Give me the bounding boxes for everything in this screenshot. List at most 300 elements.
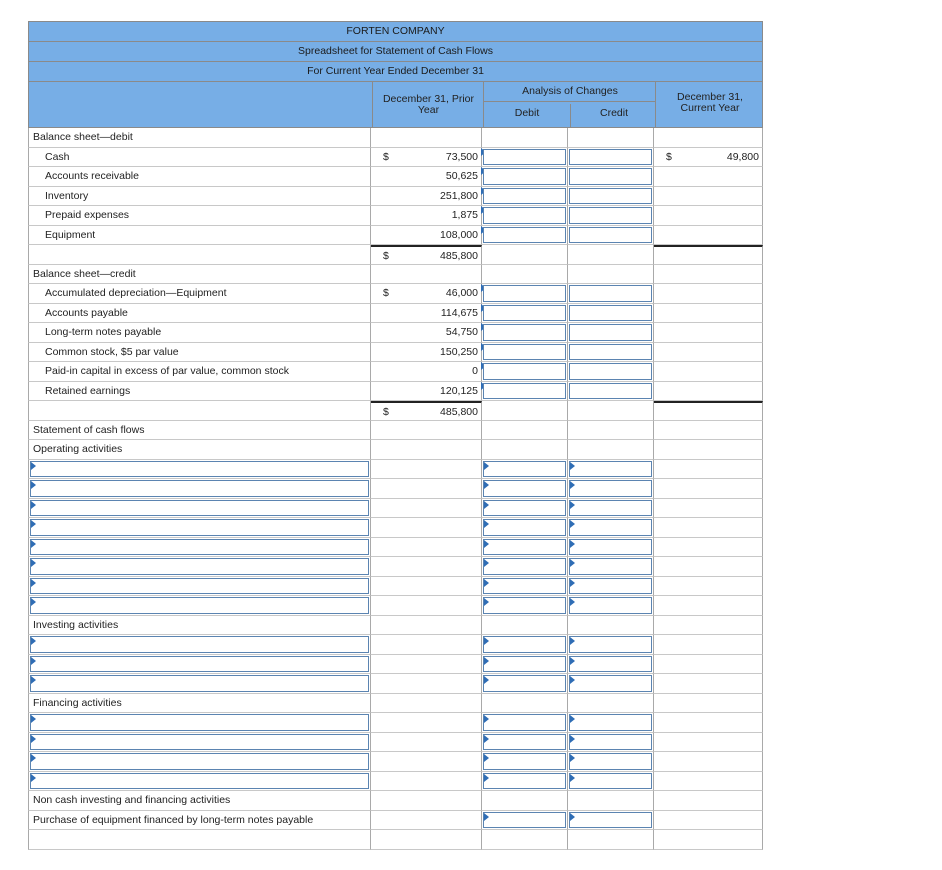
section-label-credit: Balance sheet—credit <box>33 267 136 280</box>
debit-input[interactable] <box>483 558 566 575</box>
entry-marker-icon <box>570 637 575 645</box>
debit-input[interactable] <box>483 578 566 595</box>
credit-input[interactable] <box>569 734 652 751</box>
prior-year-value: 485,800 <box>440 250 478 262</box>
prior-year-cell <box>371 811 482 831</box>
prior-year-value: 46,000 <box>445 287 478 299</box>
dropdown-marker-icon <box>31 540 36 548</box>
financing-activities-label: Financing activities <box>33 696 122 709</box>
debit-input[interactable] <box>483 207 566 224</box>
entry-marker-icon <box>570 598 575 606</box>
entry-marker-icon <box>484 520 489 528</box>
prior-year-cell <box>371 245 482 265</box>
table-row <box>28 440 763 460</box>
row-label-cell <box>28 226 371 246</box>
account-select[interactable] <box>30 656 369 673</box>
debit-input[interactable] <box>483 675 566 692</box>
operating-entry-row <box>28 577 763 597</box>
row-label-cell <box>28 245 371 265</box>
current-year-cell <box>654 830 763 850</box>
credit-input[interactable] <box>569 207 652 224</box>
debit-header: Debit <box>514 107 540 119</box>
prior-year-cell <box>371 148 482 168</box>
table-row <box>28 128 763 148</box>
entry-marker-icon <box>484 774 489 782</box>
debit-cell <box>482 245 568 265</box>
prior-year-cell <box>371 596 482 616</box>
prior-year-cell <box>371 791 482 811</box>
current-year-cell <box>654 499 763 519</box>
account-name: Cash <box>45 150 70 163</box>
prior-year-value: 50,625 <box>445 170 478 182</box>
current-year-header <box>655 82 764 127</box>
prior-year-cell <box>371 382 482 402</box>
debit-input-cell <box>482 226 568 246</box>
current-year-value: 49,800 <box>726 150 759 163</box>
account-select[interactable] <box>30 636 369 653</box>
debit-input[interactable] <box>483 188 566 205</box>
credit-input-cell <box>568 343 654 363</box>
currency-symbol: $ <box>666 150 672 163</box>
current-year-cell <box>654 518 763 538</box>
prior-year-cell <box>371 752 482 772</box>
row-label-cell <box>28 674 371 694</box>
account-select[interactable] <box>30 519 369 536</box>
account-select[interactable] <box>30 597 369 614</box>
credit-input-cell <box>568 674 654 694</box>
debit-input-cell <box>482 148 568 168</box>
credit-input[interactable] <box>569 558 652 575</box>
currency-symbol: $ <box>383 250 389 262</box>
credit-input[interactable] <box>569 149 652 166</box>
credit-cell <box>568 616 654 636</box>
account-name: Equipment <box>45 228 96 241</box>
operating-entry-row <box>28 499 763 519</box>
credit-input-cell <box>568 577 654 597</box>
prior-year-cell <box>371 557 482 577</box>
operating-entry-row <box>28 557 763 577</box>
debit-input-cell <box>482 460 568 480</box>
credit-input-cell <box>568 518 654 538</box>
account-select[interactable] <box>30 734 369 751</box>
account-select[interactable] <box>30 480 369 497</box>
current-year-cell <box>654 167 763 187</box>
current-year-cell <box>654 128 763 148</box>
prior-year-cell <box>371 284 482 304</box>
row-label-cell <box>28 284 371 304</box>
current-year-cell <box>654 284 763 304</box>
row-label-cell <box>28 479 371 499</box>
entry-marker-icon <box>570 657 575 665</box>
table-row <box>28 382 763 402</box>
table-row <box>28 148 763 168</box>
table-row <box>28 616 763 636</box>
credit-input[interactable] <box>569 539 652 556</box>
prior-year-value: 120,125 <box>440 384 478 397</box>
dropdown-marker-icon <box>31 579 36 587</box>
credit-cell <box>568 694 654 714</box>
row-label-cell <box>28 577 371 597</box>
account-name: Inventory <box>45 189 89 202</box>
credit-input-cell <box>568 772 654 792</box>
operating-entry-row <box>28 538 763 558</box>
entry-marker-icon <box>484 559 489 567</box>
entry-marker-icon <box>570 735 575 743</box>
operating-entry-row <box>28 518 763 538</box>
credit-input[interactable] <box>569 324 652 341</box>
prior-year-value: 0 <box>472 365 478 377</box>
debit-input[interactable] <box>483 656 566 673</box>
debit-input-cell <box>482 772 568 792</box>
credit-input[interactable] <box>569 519 652 536</box>
dropdown-marker-icon <box>31 637 36 645</box>
debit-input-cell <box>482 811 568 831</box>
noncash-label: Non cash investing and financing activities <box>33 794 231 806</box>
credit-input-cell <box>568 733 654 753</box>
debit-input[interactable] <box>483 461 566 478</box>
current-year-cell <box>654 674 763 694</box>
table-row <box>28 206 763 226</box>
debit-input-cell <box>482 752 568 772</box>
row-label-cell <box>28 655 371 675</box>
prior-year-cell <box>371 733 482 753</box>
credit-input[interactable] <box>569 227 652 244</box>
prior-year-cell <box>371 187 482 207</box>
credit-input-cell <box>568 226 654 246</box>
financing-entry-row <box>28 772 763 792</box>
debit-input[interactable] <box>483 500 566 517</box>
row-label-cell <box>28 265 371 285</box>
credit-cell <box>568 830 654 850</box>
account-select[interactable] <box>30 558 369 575</box>
row-label-cell <box>28 694 371 714</box>
row-label-cell <box>28 167 371 187</box>
table-row <box>28 187 763 207</box>
account-select[interactable] <box>30 500 369 517</box>
debit-input-cell <box>482 596 568 616</box>
debit-input[interactable] <box>483 734 566 751</box>
current-year-cell <box>654 479 763 499</box>
account-name: Long-term notes payable <box>45 326 162 338</box>
debit-input[interactable] <box>483 539 566 556</box>
credit-input-cell <box>568 206 654 226</box>
financing-entry-row <box>28 733 763 753</box>
prior-year-cell <box>371 694 482 714</box>
financing-entry-row <box>28 713 763 733</box>
entry-marker-icon <box>570 501 575 509</box>
debit-input-cell <box>482 518 568 538</box>
prior-year-value: 54,750 <box>445 326 478 338</box>
table-row <box>28 694 763 714</box>
debit-input[interactable] <box>483 597 566 614</box>
account-name: Accounts receivable <box>45 170 139 182</box>
prior-year-cell <box>371 518 482 538</box>
row-label-cell <box>28 362 371 382</box>
row-label-cell <box>28 635 371 655</box>
entry-marker-icon <box>570 754 575 762</box>
credit-input[interactable] <box>569 636 652 653</box>
table-row <box>28 304 763 324</box>
debit-input[interactable] <box>483 812 566 829</box>
credit-input-cell <box>568 538 654 558</box>
credit-input[interactable] <box>569 500 652 517</box>
credit-cell <box>568 440 654 460</box>
column-header <box>28 82 763 128</box>
current-year-cell <box>654 401 763 421</box>
section-label-cash-flows: Statement of cash flows <box>33 423 145 436</box>
current-year-cell <box>654 187 763 207</box>
row-label-cell <box>28 538 371 558</box>
credit-input[interactable] <box>569 773 652 790</box>
blank-row <box>28 830 763 850</box>
total-row <box>28 245 763 265</box>
credit-input-cell <box>568 713 654 733</box>
current-year-cell <box>654 362 763 382</box>
dropdown-marker-icon <box>31 735 36 743</box>
current-year-cell <box>654 421 763 441</box>
debit-input-cell <box>482 362 568 382</box>
debit-input[interactable] <box>483 636 566 653</box>
current-year-cell <box>654 323 763 343</box>
prior-year-cell <box>371 323 482 343</box>
table-row <box>28 343 763 363</box>
current-year-cell <box>654 635 763 655</box>
credit-cell <box>568 245 654 265</box>
table-row <box>28 167 763 187</box>
debit-input[interactable] <box>483 714 566 731</box>
account-select[interactable] <box>30 578 369 595</box>
credit-input-cell <box>568 479 654 499</box>
noncash-item-label: Purchase of equipment financed by long-term notes payable <box>33 813 314 826</box>
credit-input[interactable] <box>569 656 652 673</box>
credit-input-cell <box>568 460 654 480</box>
table-row <box>28 265 763 285</box>
entry-marker-icon <box>484 540 489 548</box>
account-select[interactable] <box>30 675 369 692</box>
current-year-cell <box>654 772 763 792</box>
credit-input[interactable] <box>569 812 652 829</box>
current-year-cell <box>654 811 763 831</box>
prior-year-value: 108,000 <box>440 228 478 241</box>
debit-input-cell <box>482 635 568 655</box>
dropdown-marker-icon <box>31 462 36 470</box>
credit-cell <box>568 401 654 421</box>
credit-input-cell <box>568 323 654 343</box>
current-year-cell <box>654 245 763 265</box>
entry-marker-icon <box>484 754 489 762</box>
debit-input[interactable] <box>483 519 566 536</box>
credit-input-cell <box>568 284 654 304</box>
credit-input[interactable] <box>569 168 652 185</box>
table-row <box>28 226 763 246</box>
debit-input-cell <box>482 167 568 187</box>
credit-input[interactable] <box>569 480 652 497</box>
credit-input-cell <box>568 362 654 382</box>
spreadsheet-body <box>28 128 763 850</box>
entry-marker-icon <box>484 715 489 723</box>
prior-year-cell <box>371 479 482 499</box>
operating-entry-row <box>28 460 763 480</box>
row-label-cell <box>28 343 371 363</box>
debit-input[interactable] <box>483 383 566 400</box>
debit-input-cell <box>482 304 568 324</box>
row-label-cell <box>28 382 371 402</box>
prior-year-cell <box>371 655 482 675</box>
debit-input-cell <box>482 655 568 675</box>
credit-input-cell <box>568 655 654 675</box>
credit-input[interactable] <box>569 714 652 731</box>
prior-year-value: 485,800 <box>440 406 478 418</box>
row-label-cell <box>28 187 371 207</box>
current-year-cell <box>654 596 763 616</box>
debit-cell <box>482 791 568 811</box>
current-year-cell <box>654 557 763 577</box>
credit-input[interactable] <box>569 597 652 614</box>
entry-marker-icon <box>484 481 489 489</box>
currency-symbol: $ <box>383 287 389 299</box>
row-label-cell <box>28 304 371 324</box>
row-label-cell <box>28 401 371 421</box>
debit-cell <box>482 616 568 636</box>
row-label-cell <box>28 421 371 441</box>
debit-cell <box>482 265 568 285</box>
row-label-cell <box>28 499 371 519</box>
current-year-label: December 31, Current Year <box>677 91 743 114</box>
credit-input-cell <box>568 499 654 519</box>
current-year-cell <box>654 538 763 558</box>
prior-year-cell <box>371 226 482 246</box>
debit-input[interactable] <box>483 227 566 244</box>
investing-entry-row <box>28 635 763 655</box>
investing-entry-row <box>28 655 763 675</box>
debit-cell <box>482 421 568 441</box>
table-row <box>28 284 763 304</box>
credit-input-cell <box>568 304 654 324</box>
account-select[interactable] <box>30 539 369 556</box>
analysis-header <box>483 82 656 127</box>
account-name: Accumulated depreciation—Equipment <box>45 287 227 299</box>
current-year-cell <box>654 752 763 772</box>
dropdown-marker-icon <box>31 657 36 665</box>
table-row <box>28 323 763 343</box>
section-label-debit: Balance sheet—debit <box>33 131 133 143</box>
row-label-cell <box>28 772 371 792</box>
account-select[interactable] <box>30 753 369 770</box>
dropdown-marker-icon <box>31 715 36 723</box>
entry-marker-icon <box>484 637 489 645</box>
debit-input[interactable] <box>483 753 566 770</box>
entry-marker-icon <box>570 520 575 528</box>
current-year-cell <box>654 460 763 480</box>
credit-cell <box>568 128 654 148</box>
account-select[interactable] <box>30 461 369 478</box>
credit-input-cell <box>568 752 654 772</box>
entry-marker-icon <box>484 735 489 743</box>
credit-input[interactable] <box>569 363 652 380</box>
prior-year-cell <box>371 616 482 636</box>
debit-input[interactable] <box>483 149 566 166</box>
current-year-cell <box>654 791 763 811</box>
financing-entry-row <box>28 752 763 772</box>
dropdown-marker-icon <box>31 754 36 762</box>
credit-input[interactable] <box>569 461 652 478</box>
debit-input[interactable] <box>483 363 566 380</box>
credit-input[interactable] <box>569 753 652 770</box>
prior-year-cell <box>371 674 482 694</box>
table-row <box>28 362 763 382</box>
dropdown-marker-icon <box>31 559 36 567</box>
prior-year-cell <box>371 830 482 850</box>
row-label-cell <box>28 128 371 148</box>
debit-input-cell <box>482 323 568 343</box>
investing-entry-row <box>28 674 763 694</box>
credit-input[interactable] <box>569 675 652 692</box>
prior-year-cell <box>371 772 482 792</box>
debit-input[interactable] <box>483 344 566 361</box>
prior-year-value: 1,875 <box>451 209 478 221</box>
debit-input-cell <box>482 557 568 577</box>
debit-input[interactable] <box>483 305 566 322</box>
credit-input-cell <box>568 167 654 187</box>
debit-input-cell <box>482 343 568 363</box>
credit-input[interactable] <box>569 188 652 205</box>
row-label-cell <box>28 811 371 831</box>
row-label-cell <box>28 791 371 811</box>
account-select[interactable] <box>30 714 369 731</box>
credit-input-cell <box>568 811 654 831</box>
current-year-cell <box>654 713 763 733</box>
debit-input-cell <box>482 577 568 597</box>
entry-marker-icon <box>484 657 489 665</box>
operating-entry-row <box>28 479 763 499</box>
prior-year-cell <box>371 538 482 558</box>
current-year-cell <box>654 304 763 324</box>
entry-marker-icon <box>484 462 489 470</box>
currency-symbol: $ <box>383 406 389 418</box>
dropdown-marker-icon <box>31 598 36 606</box>
row-label-cell <box>28 148 371 168</box>
entry-marker-icon <box>484 813 489 821</box>
account-select[interactable] <box>30 773 369 790</box>
dropdown-marker-icon <box>31 774 36 782</box>
entry-marker-icon <box>570 676 575 684</box>
debit-cell <box>482 128 568 148</box>
credit-input[interactable] <box>569 383 652 400</box>
credit-input[interactable] <box>569 578 652 595</box>
prior-year-cell <box>371 362 482 382</box>
current-year-cell <box>654 733 763 753</box>
entry-marker-icon <box>484 501 489 509</box>
credit-cell <box>568 791 654 811</box>
dropdown-marker-icon <box>31 676 36 684</box>
period-title: For Current Year Ended December 31 <box>28 61 763 82</box>
account-name: Common stock, $5 par value <box>45 345 179 358</box>
current-year-cell <box>654 655 763 675</box>
credit-input[interactable] <box>569 344 652 361</box>
entry-marker-icon <box>484 598 489 606</box>
credit-input[interactable] <box>569 305 652 322</box>
debit-input[interactable] <box>483 773 566 790</box>
entry-marker-icon <box>570 481 575 489</box>
debit-input[interactable] <box>483 285 566 302</box>
current-year-cell <box>654 577 763 597</box>
debit-input[interactable] <box>483 480 566 497</box>
current-year-cell <box>654 382 763 402</box>
debit-input[interactable] <box>483 168 566 185</box>
credit-input[interactable] <box>569 285 652 302</box>
prior-year-label: December 31, Prior Year <box>382 93 475 116</box>
debit-input[interactable] <box>483 324 566 341</box>
